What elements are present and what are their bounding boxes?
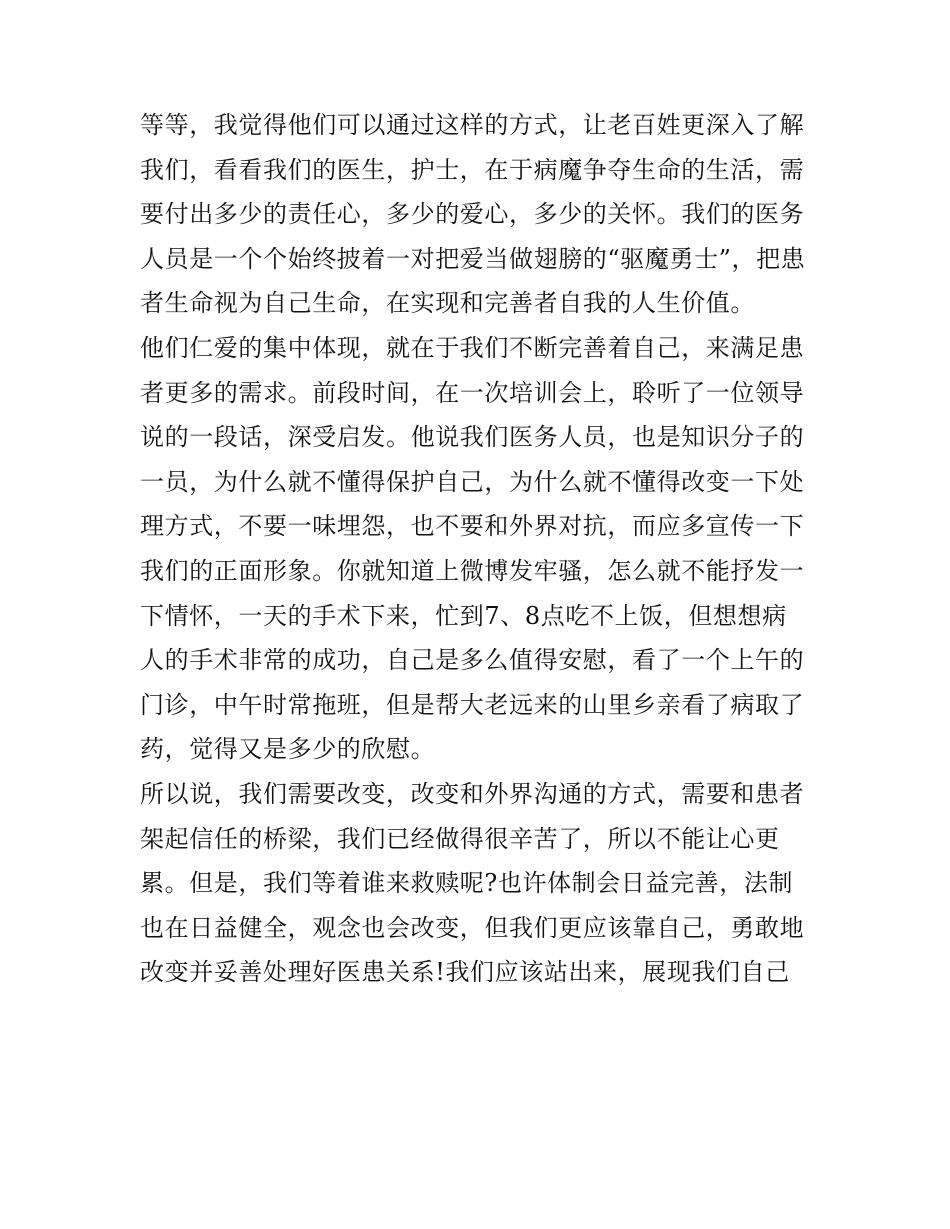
document-body (140, 103, 820, 995)
text-line: 等等，我觉得他们可以通过这样的方式，让老百姓更深入了解 (140, 111, 805, 139)
text-line: 人员是一个个始终披着一对把爱当做翅膀的“驱魔勇士”，把患 (140, 244, 806, 273)
text-line: 者生命视为自己生命，在实现和完善者自我的人生价值。 (140, 289, 755, 318)
text-line: 门诊，中午时常拖班，但是帮大老远来的山里乡亲看了病取了 (140, 690, 805, 719)
paragraph-3 (140, 772, 820, 995)
text-line: 人的手术非常的成功，自己是多么值得安慰，看了一个上午的 (140, 646, 805, 675)
text-line: 架起信任的桥梁，我们已经做得很辛苦了，所以不能让心更 (140, 824, 780, 853)
text-line: 要付出多少的责任心，多少的爱心，多少的关怀。我们的医务 (140, 200, 805, 229)
text-line: 药，觉得又是多少的欣慰。 (140, 735, 436, 764)
paragraph-1 (140, 103, 820, 326)
text-line: 理方式，不要一味埋怨，也不要和外界对抗，而应多宣传一下 (140, 512, 805, 541)
text-line: 他们仁爱的集中体现，就在于我们不断完善着自己，来满足患 (140, 333, 805, 362)
text-line: 说的一段话，深受启发。他说我们医务人员，也是知识分子的 (140, 423, 805, 452)
text-line: 一员，为什么就不懂得保护自己，为什么就不懂得改变一下处 (140, 467, 805, 496)
text-line: 也在日益健全，观念也会改变，但我们更应该靠自己，勇敢地 (140, 913, 805, 942)
text-line: 下情怀，一天的手术下来，忙到7、8点吃不上饭，但想想病 (140, 601, 787, 630)
text-line: 累。但是，我们等着谁来救赎呢?也许体制会日益完善，法制 (140, 869, 794, 898)
text-line: 我们，看看我们的医生，护士，在于病魔争夺生命的生活，需 (140, 155, 805, 184)
text-line: 所以说，我们需要改变，改变和外界沟通的方式，需要和患者 (140, 779, 805, 808)
text-line: 改变并妥善处理好医患关系!我们应该站出来，展现我们自己 (140, 958, 790, 987)
text-line: 我们的正面形象。你就知道上微博发牢骚，怎么就不能抒发一 (140, 556, 805, 585)
text-line: 者更多的需求。前段时间，在一次培训会上，聆听了一位领导 (140, 378, 805, 407)
paragraph-2 (140, 326, 820, 772)
